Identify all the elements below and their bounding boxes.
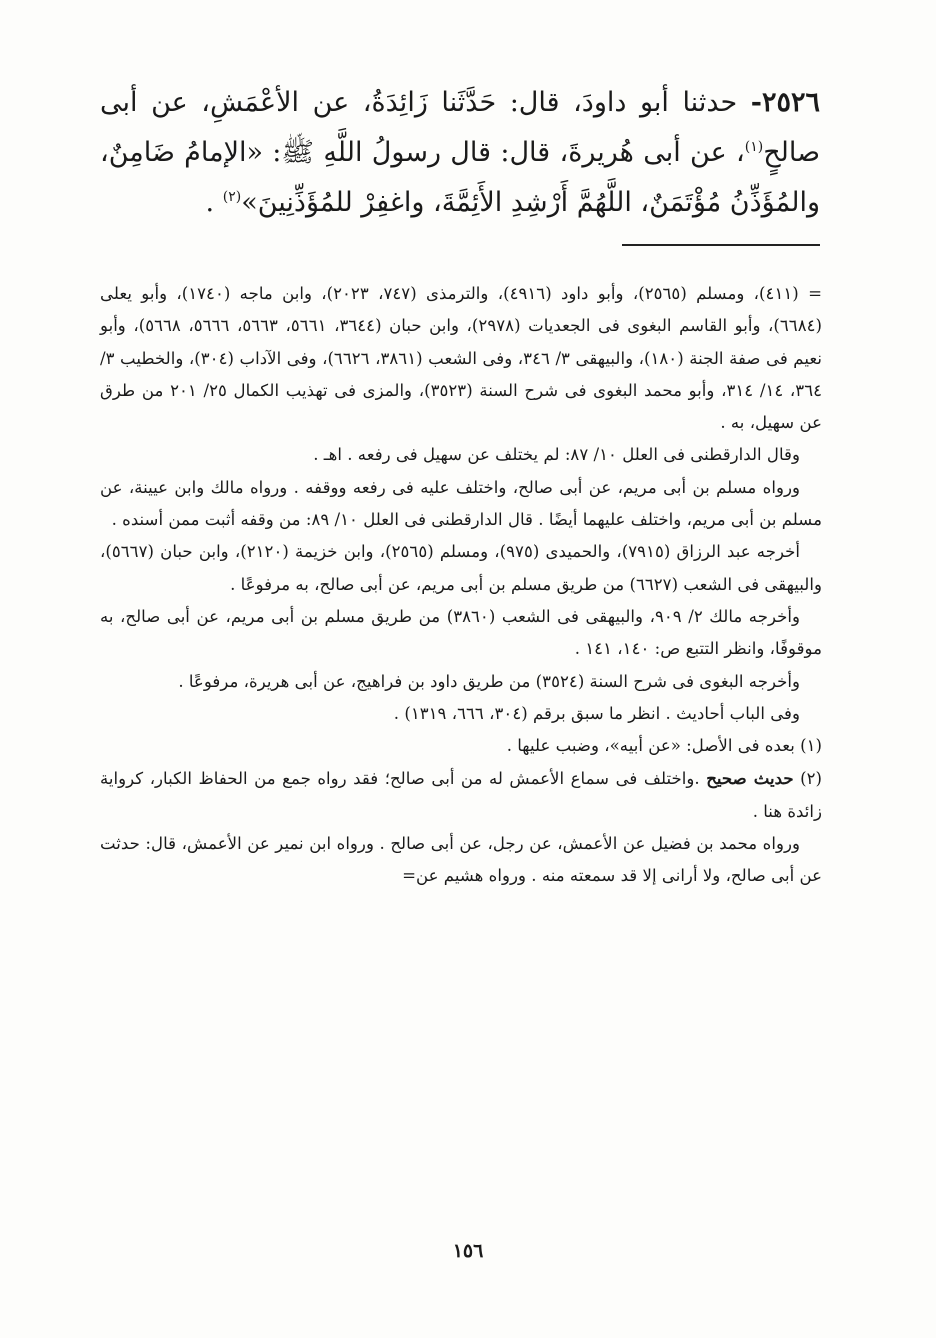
note-paragraph: وفى الباب أحاديث . انظر ما سبق برقم (٣٠٤، ٦٦٦، ١٣١٩) . [393,703,800,723]
footnote-1: (١) بعده فى الأصل: «عن أبيه»، وضبب عليها . [506,736,822,756]
footnote-2 [100,762,822,828]
hadith-text [100,78,820,228]
note-paragraph: وقال الدارقطنى فى العلل ١٠/ ٨٧: لم يختلف عن سهيل فى رفعه . اهـ . [313,445,800,465]
hadith-text-part-2: ، عن أبى هُريرةَ، قال: قال رسولُ اللَّهِ ﷺ: «الإمامُ ضَامِنٌ، والمُؤَذِّنُ مُؤْتَمَنٌ، اللَّهُمَّ أَرْشِدِ الأَئِمَّةَ، واغفِرْ للمُؤَذِّنِينَ» [100,137,820,218]
hadith-text-part-1: حدثنا أبو داودَ، قال: حَدَّثَنا زَائِدَةُ، عن الأعْمَشِ، عن أبى صالحٍ [100,87,820,168]
footnote-2-marker: (٢) [800,769,822,789]
note-paragraph: وأخرجه البغوى فى شرح السنة (٣٥٢٤) من طريق داود بن فراهيج، عن أبى هريرة، مرفوعًا . [178,671,800,691]
hadith-number: ٢٥٢٦- [750,87,820,118]
footnotes [100,278,822,893]
note-paragraph: ورواه محمد بن فضيل عن الأعمش، عن رجل، عن أبى صالح . ورواه ابن نمير عن الأعمش، قال: حدثت عن أبى صالح، ولا أرانى إلا قد سمعته منه . ورواه هشيم عن= [100,834,822,886]
note-paragraph: أخرجه عبد الرزاق (٧٩١٥)، والحميدى (٩٧٥)، ومسلم (٢٥٦٥)، وابن خزيمة (٢١٢٠)، وابن حبان (٥٦٦٧)، والبيهقى فى الشعب (٦٦٢٧) من طريق مسلم بن أبى مريم، عن أبى صالح، به مرفوعًا . [100,542,822,594]
footnote-marker-2: (٢) [222,189,242,205]
note-paragraph: = (٤١١)، ومسلم (٢٥٦٥)، وأبو داود (٤٩١٦)، والترمذى (٧٤٧، ٢٠٢٣)، وابن ماجه (١٧٤٠)، وأبو يعلى (٦٦٨٤)، وأبو القاسم البغوى فى الجعديات (٢٩٧٨)، وابن حبان (٣٦٤٤، ٥٦٦١، ٥٦٦٣، ٥٦٦٦، ٥٦٦٨)، وأبو نعيم فى صفة الجنة (١٨٠)، والبيهقى ٣/ ٣٤٦، وفى الشعب (٣٨٦١، ٦٦٢٦)، وفى الآداب (٣٠٤)، والخطيب ٣/ ٣٦٤، ١٤/ ٣١٤، وأبو محمد البغوى فى شرح السنة (٣٥٢٣)، والمزى فى تهذيب الكمال ٢٥/ ٢٠١ من طرق عن سهيل، به . [100,284,823,433]
page-number: ١٥٦ [452,1240,484,1262]
footnote-separator [622,244,820,246]
footnote-2-text: .واختلف فى سماع الأعمش له من أبى صالح؛ فقد رواه جمع من الحفاظ الكبار، كرواية زائدة هنا . [100,769,822,821]
note-paragraph: وأخرجه مالك ٢/ ٩٠٩، والبيهقى فى الشعب (٣٨٦٠) من طريق مسلم بن أبى مريم، عن أبى صالح، به موقوفًا، وانظر التتبع ص: ١٤٠، ١٤١ . [100,606,822,659]
hadith-end-dot: . [205,187,215,218]
note-paragraph: ورواه مسلم بن أبى مريم، عن أبى صالح، واختلف عليه فى رفعه ووقفه . ورواه مالك وابن عيينة، عن مسلم بن أبى مريم، واختلف عليهما أيضًا . قال الدارقطنى فى العلل ١٠/ ٨٩: من وقفه أثبت ممن أسنده . [100,477,822,530]
footnote-2-grade: حديث صحيح [706,768,794,789]
footnote-marker-1: (١) [744,139,764,155]
